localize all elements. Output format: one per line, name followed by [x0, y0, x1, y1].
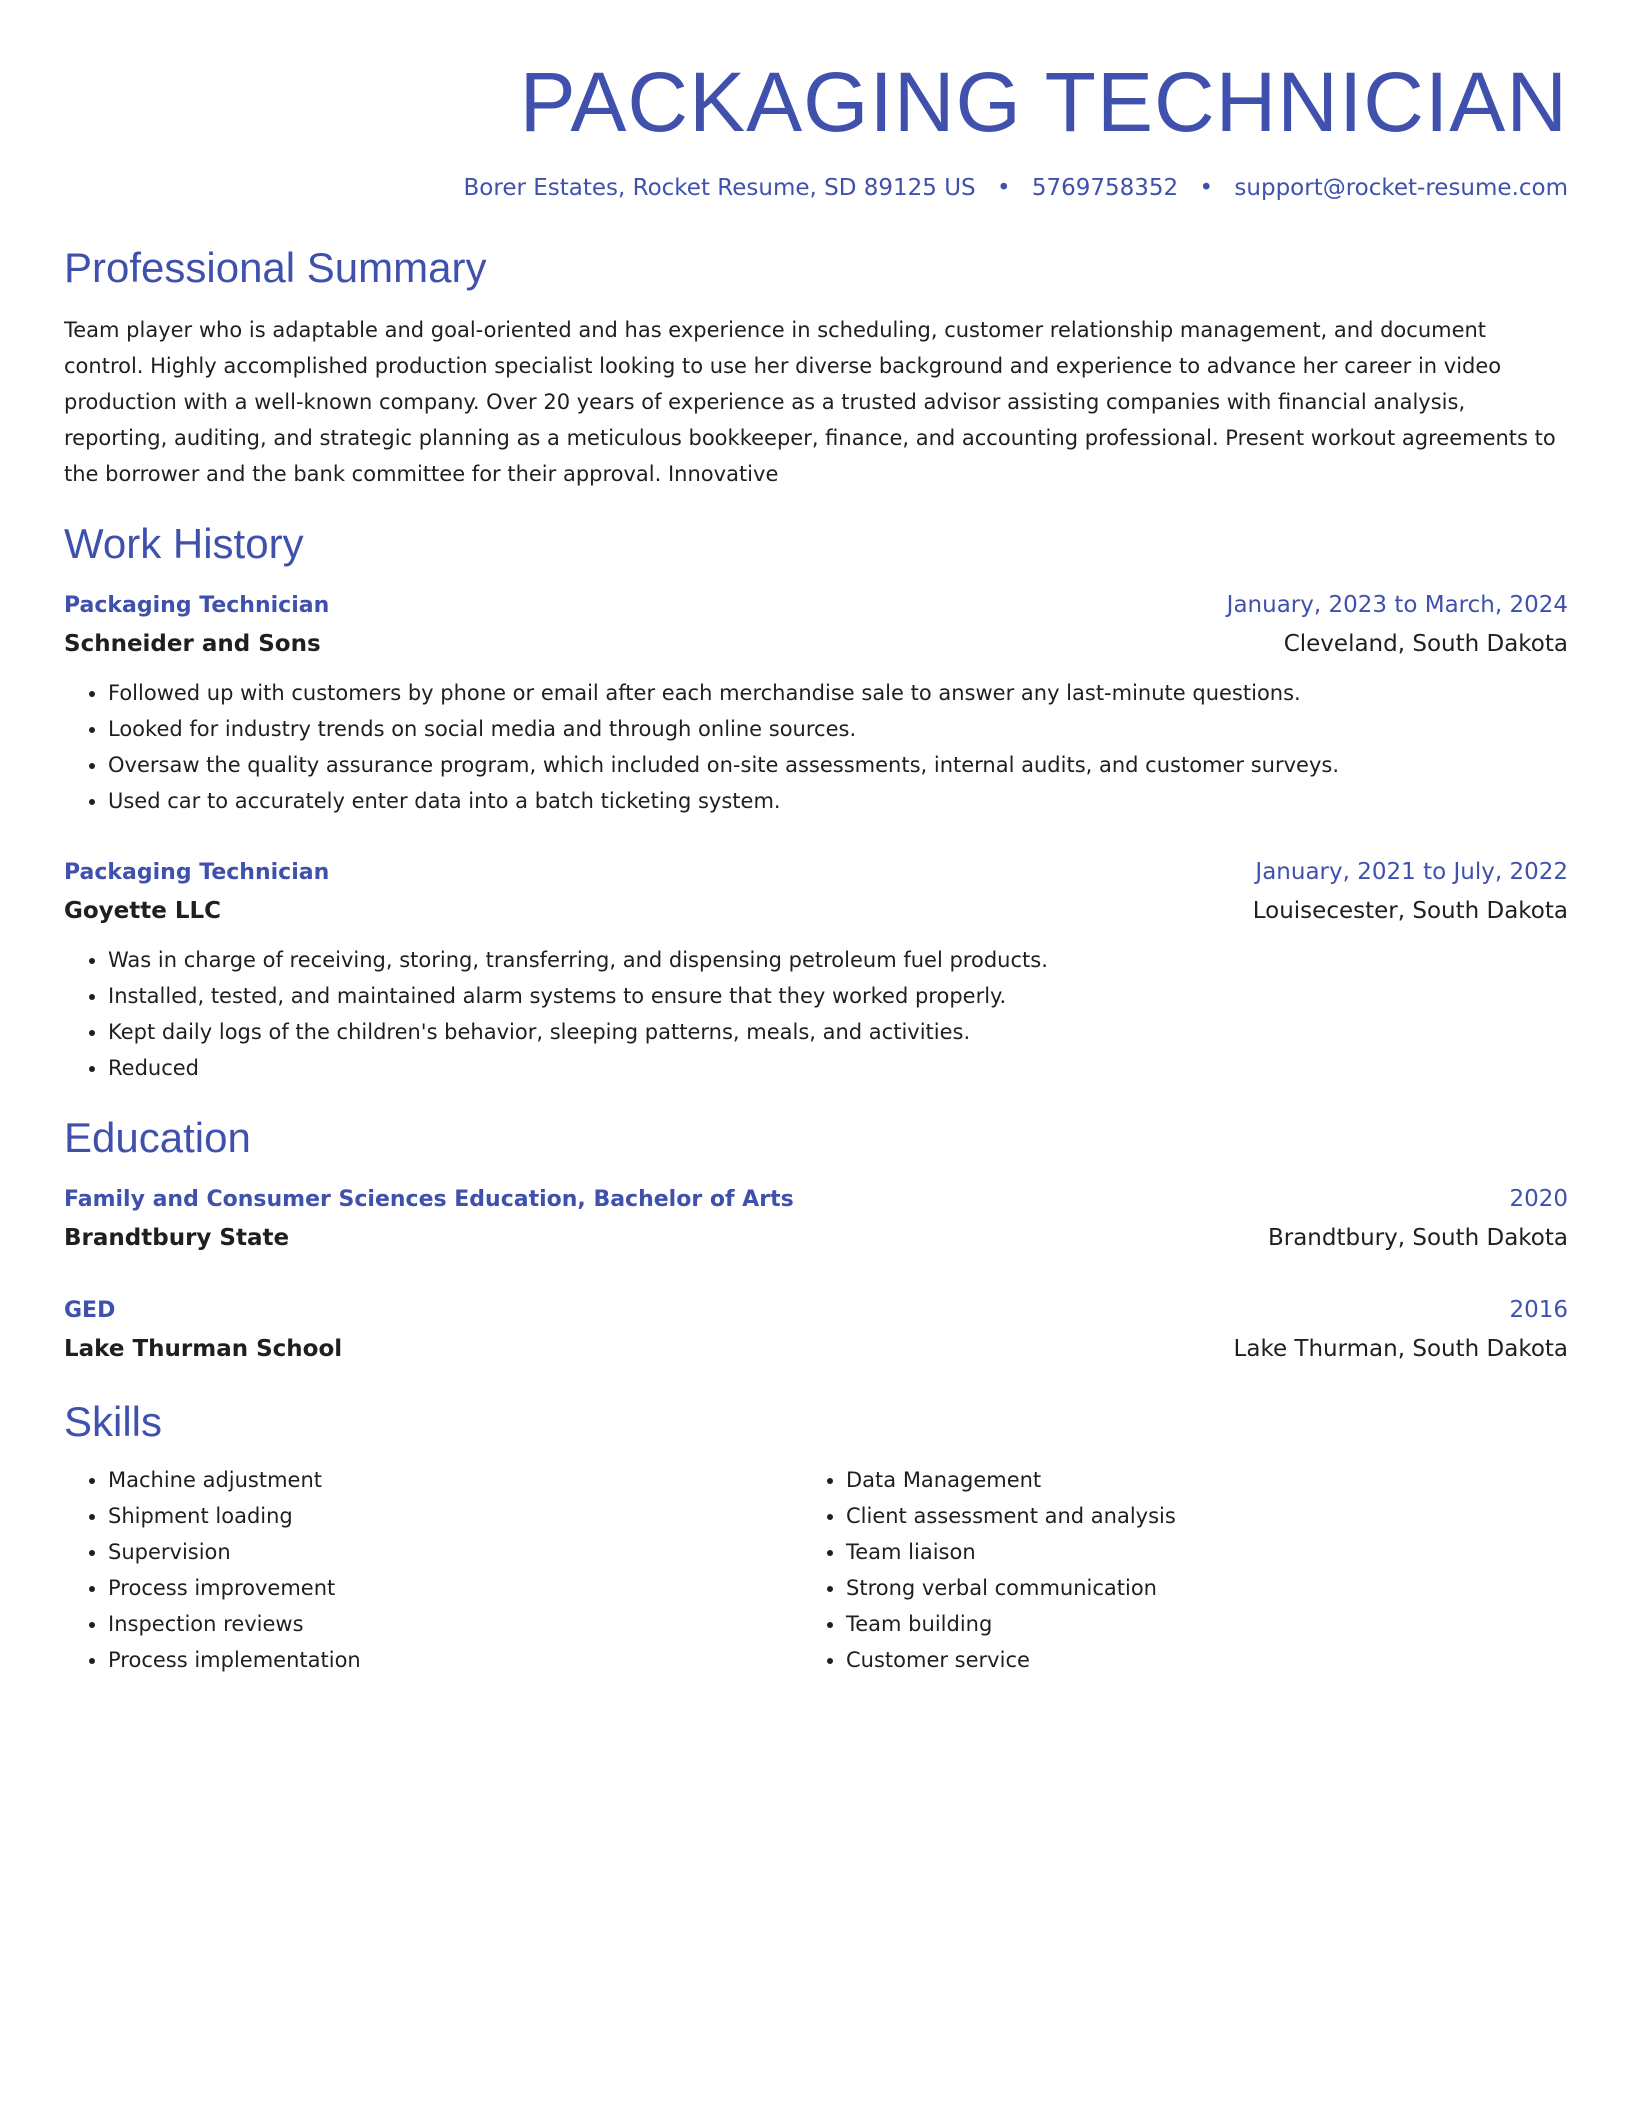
skill-item: • Team liaison — [846, 1534, 1540, 1570]
job-title: Packaging Technician — [64, 860, 330, 885]
job-duty: • Oversaw the quality assurance program, which included on-site assessments, internal audits, and customer surveys. — [108, 747, 1568, 783]
job-duty: • Followed up with customers by phone or email after each merchandise sale to answer any last-minute questions. — [108, 675, 1568, 711]
skills-list-left — [64, 1462, 802, 1678]
job-employer: Goyette LLC — [64, 898, 222, 924]
skill-item: • Data Management — [846, 1462, 1540, 1498]
contact-separator: • — [996, 175, 1011, 201]
skill-item: • Customer service — [846, 1642, 1540, 1678]
skill-item: • Supervision — [108, 1534, 802, 1570]
skills-columns — [64, 1462, 1568, 1678]
graduation-year: 2016 — [1509, 1297, 1568, 1323]
school-name: Brandtbury State — [64, 1225, 290, 1251]
job-duty: • Reduced — [108, 1050, 1568, 1086]
education-entry — [64, 1180, 1568, 1257]
job-duties — [64, 675, 1568, 819]
skill-item: • Inspection reviews — [108, 1606, 802, 1642]
job-title: Packaging Technician — [64, 593, 330, 618]
skill-item: • Client assessment and analysis — [846, 1498, 1540, 1534]
job-dates: January, 2021 to July, 2022 — [1255, 859, 1568, 885]
job-entry — [64, 586, 1568, 819]
work-history-heading: Work History — [64, 520, 304, 567]
summary-heading: Professional Summary — [64, 244, 487, 291]
skills-heading: Skills — [64, 1398, 163, 1445]
contact-address: Borer Estates, Rocket Resume, SD 89125 US — [463, 175, 976, 201]
job-duty: • Was in charge of receiving, storing, transferring, and dispensing petroleum fuel products. — [108, 942, 1568, 978]
job-location: Louisecester, South Dakota — [1252, 898, 1568, 924]
job-duty: • Looked for industry trends on social media and through online sources. — [108, 711, 1568, 747]
graduation-year: 2020 — [1509, 1186, 1568, 1212]
contact-email: support@rocket-resume.com — [1234, 175, 1568, 201]
skill-item: • Process improvement — [108, 1570, 802, 1606]
candidate-name: PACKAGING TECHNICIAN — [519, 55, 1568, 149]
job-duty: • Installed, tested, and maintained alarm systems to ensure that they worked properly. — [108, 978, 1568, 1014]
job-duties — [64, 942, 1568, 1086]
job-location: Cleveland, South Dakota — [1283, 631, 1568, 657]
education-heading: Education — [64, 1114, 251, 1161]
skill-item: • Team building — [846, 1606, 1540, 1642]
skills-list-right — [802, 1462, 1540, 1678]
job-dates: January, 2023 to March, 2024 — [1226, 592, 1568, 618]
degree-title: Family and Consumer Sciences Education, Bachelor of Arts — [64, 1187, 794, 1212]
contact-line — [64, 172, 1568, 204]
contact-separator: • — [1199, 175, 1214, 201]
school-location: Brandtbury, South Dakota — [1267, 1225, 1568, 1251]
job-employer: Schneider and Sons — [64, 631, 321, 657]
skill-item: • Strong verbal communication — [846, 1570, 1540, 1606]
job-duty: • Kept daily logs of the children's behavior, sleeping patterns, meals, and activities. — [108, 1014, 1568, 1050]
school-location: Lake Thurman, South Dakota — [1233, 1336, 1568, 1362]
skill-item: • Shipment loading — [108, 1498, 802, 1534]
contact-phone: 5769758352 — [1031, 175, 1179, 201]
summary-text: Team player who is adaptable and goal-oriented and has experience in scheduling, customer relationship management, and document control. Highly accomplished production specialist looking to use her diverse background and experience to advance her career in video production with a well-known company. Over 20 years of experience as a trusted advisor assisting companies with financial analysis, reporting, auditing, and strategic planning as a meticulous bookkeeper, finance, and accounting professional. Present workout agreements to the borrower and the bank committee for their approval. Innovative — [64, 318, 1556, 486]
school-name: Lake Thurman School — [64, 1336, 343, 1362]
skill-item: • Machine adjustment — [108, 1462, 802, 1498]
education-entry — [64, 1291, 1568, 1368]
skill-item: • Process implementation — [108, 1642, 802, 1678]
job-entry — [64, 853, 1568, 1086]
degree-title: GED — [64, 1298, 116, 1323]
job-duty: • Used car to accurately enter data into a batch ticketing system. — [108, 783, 1568, 819]
